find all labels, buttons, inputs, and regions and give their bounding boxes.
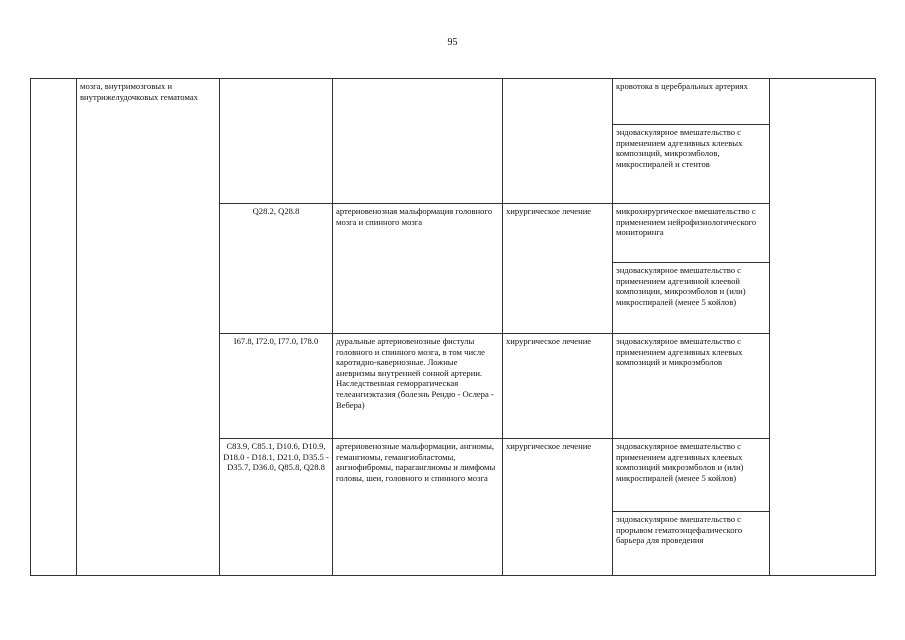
document-table	[30, 78, 876, 576]
method-cell: эндоваскулярное вмешательство с применением адгезивной клеевой композиции, микроэмболов и (или) микроспиралей (менее 5 койлов)	[613, 263, 770, 334]
codes-cell: C83.9, C85.1, D10.6, D10.9, D18.0 - D18.1, D21.0, D35.5 - D35.7, D36.0, Q85.8, Q28.8	[220, 439, 333, 576]
codes-cell: Q28.2, Q28.8	[220, 204, 333, 334]
model-cell: дуральные артериовенозные фистулы головного и спинного мозга, в том числе каротидно-кавернозные. Ложные аневризмы внутренней сонной артерии. Наследственная геморрагическая телеангиэктазия (болезнь Рендю - Ослера - Вебера)	[333, 334, 503, 439]
number-cell	[31, 79, 77, 576]
model-cell: артериовенозная мальформация головного мозга и спинного мозга	[333, 204, 503, 334]
table-row	[31, 79, 876, 125]
codes-cell	[220, 79, 333, 204]
method-cell: эндоваскулярное вмешательство с прорывом гематоэнцефалического барьера для проведения	[613, 512, 770, 576]
page-number: 95	[447, 37, 458, 48]
model-cell	[333, 79, 503, 204]
document-table-container	[30, 78, 876, 576]
norm-cell	[770, 79, 876, 576]
method-cell: эндоваскулярное вмешательство с применением адгезивных клеевых композиций и микроэмболов	[613, 334, 770, 439]
method-cell: кровотока в церебральных артериях	[613, 79, 770, 125]
model-cell: артериовенозные мальформации, ангиомы, гемангиомы, гемангиобластомы, ангиофибромы, параганглиомы и лимфомы головы, шеи, головного и спинного мозга	[333, 439, 503, 576]
codes-cell: I67.8, I72.0, I77.0, I78.0	[220, 334, 333, 439]
treatment-cell: хирургическое лечение	[503, 334, 613, 439]
method-cell: эндоваскулярное вмешательство с применением адгезивных клеевых композиций, микроэмболов, микроспиралей и стентов	[613, 125, 770, 204]
treatment-cell: хирургическое лечение	[503, 439, 613, 576]
treatment-cell	[503, 79, 613, 204]
treatment-cell: хирургическое лечение	[503, 204, 613, 334]
method-cell: эндоваскулярное вмешательство с применением адгезивных клеевых композиций микроэмболов и (или) микроспиралей (менее 5 койлов)	[613, 439, 770, 512]
profile-cell: мозга, внутримозговых и внутрижелудочковых гематомах	[77, 79, 220, 576]
method-cell: микрохирургическое вмешательство с применением нейрофизиологического мониторинга	[613, 204, 770, 263]
